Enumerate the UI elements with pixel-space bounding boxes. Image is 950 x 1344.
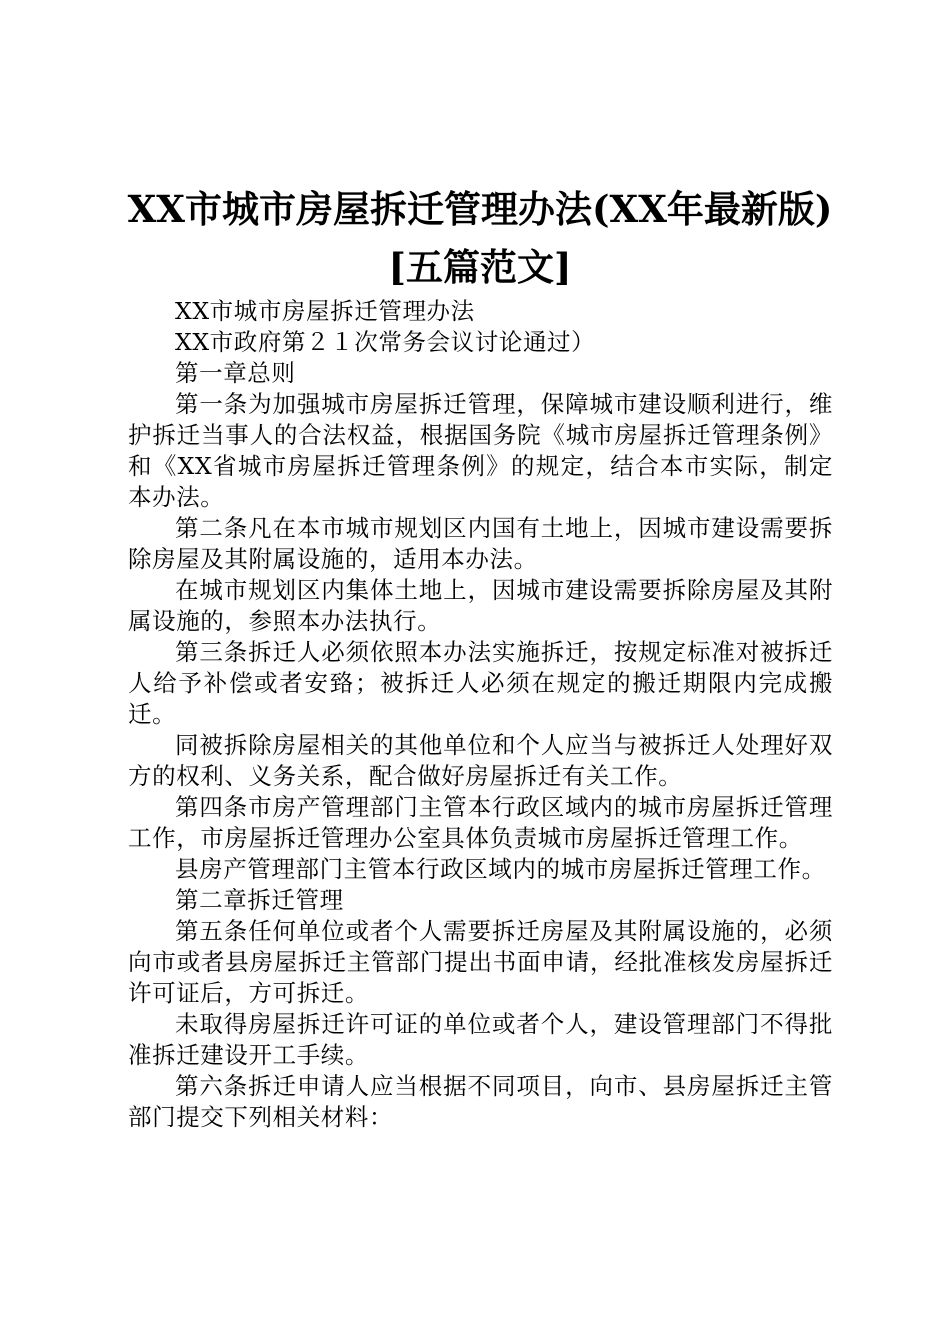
paragraph: 同被拆除房屋相关的其他单位和个人应当与被拆迁人处理好双方的权利、义务关系，配合做好房屋拆迁有关工作。 xyxy=(128,731,833,790)
paragraph: 第六条拆迁申请人应当根据不同项目，向市、县房屋拆迁主管部门提交下列相关材料： xyxy=(128,1072,833,1131)
chapter-heading: 第二章拆迁管理 xyxy=(175,886,344,914)
paragraph: 第一条为加强城市房屋拆迁管理，保障城市建设顺利进行，维护拆迁当事人的合法权益，根据国务院《城市房屋拆迁管理条例》和《XX省城市房屋拆迁管理条例》的规定，结合本市实际，制定本办法。 xyxy=(128,390,833,511)
paragraph: 未取得房屋拆迁许可证的单位或者个人，建设管理部门不得批准拆迁建设开工手续。 xyxy=(128,1010,833,1069)
chapter-heading: 第一章总则 xyxy=(175,359,296,387)
document-title: XX市城市房屋拆迁管理办法(XX年最新版)[五篇范文] xyxy=(127,187,833,289)
document-body xyxy=(128,296,833,1133)
paragraph: 第四条市房产管理部门主管本行政区域内的城市房屋拆迁管理工作，市房屋拆迁管理办公室具体负责城市房屋拆迁管理工作。 xyxy=(128,793,833,852)
paragraph: 第五条任何单位或者个人需要拆迁房屋及其附属设施的，必须向市或者县房屋拆迁主管部门提出书面申请，经批准核发房屋拆迁许可证后，方可拆迁。 xyxy=(128,917,833,1007)
paragraph: 第二条凡在本市城市规划区内国有土地上，因城市建设需要拆除房屋及其附属设施的，适用本办法。 xyxy=(128,514,833,573)
paragraph: XX市政府第２１次常务会议讨论通过） xyxy=(175,328,596,356)
paragraph: 县房产管理部门主管本行政区域内的城市房屋拆迁管理工作。 xyxy=(175,855,826,883)
paragraph: XX市城市房屋拆迁管理办法 xyxy=(175,297,475,325)
paragraph: 在城市规划区内集体土地上，因城市建设需要拆除房屋及其附属设施的，参照本办法执行。 xyxy=(128,576,833,635)
paragraph: 第三条拆迁人必须依照本办法实施拆迁，按规定标准对被拆迁人给予补偿或者安臵；被拆迁人必须在规定的搬迁期限内完成搬迁。 xyxy=(128,638,833,728)
